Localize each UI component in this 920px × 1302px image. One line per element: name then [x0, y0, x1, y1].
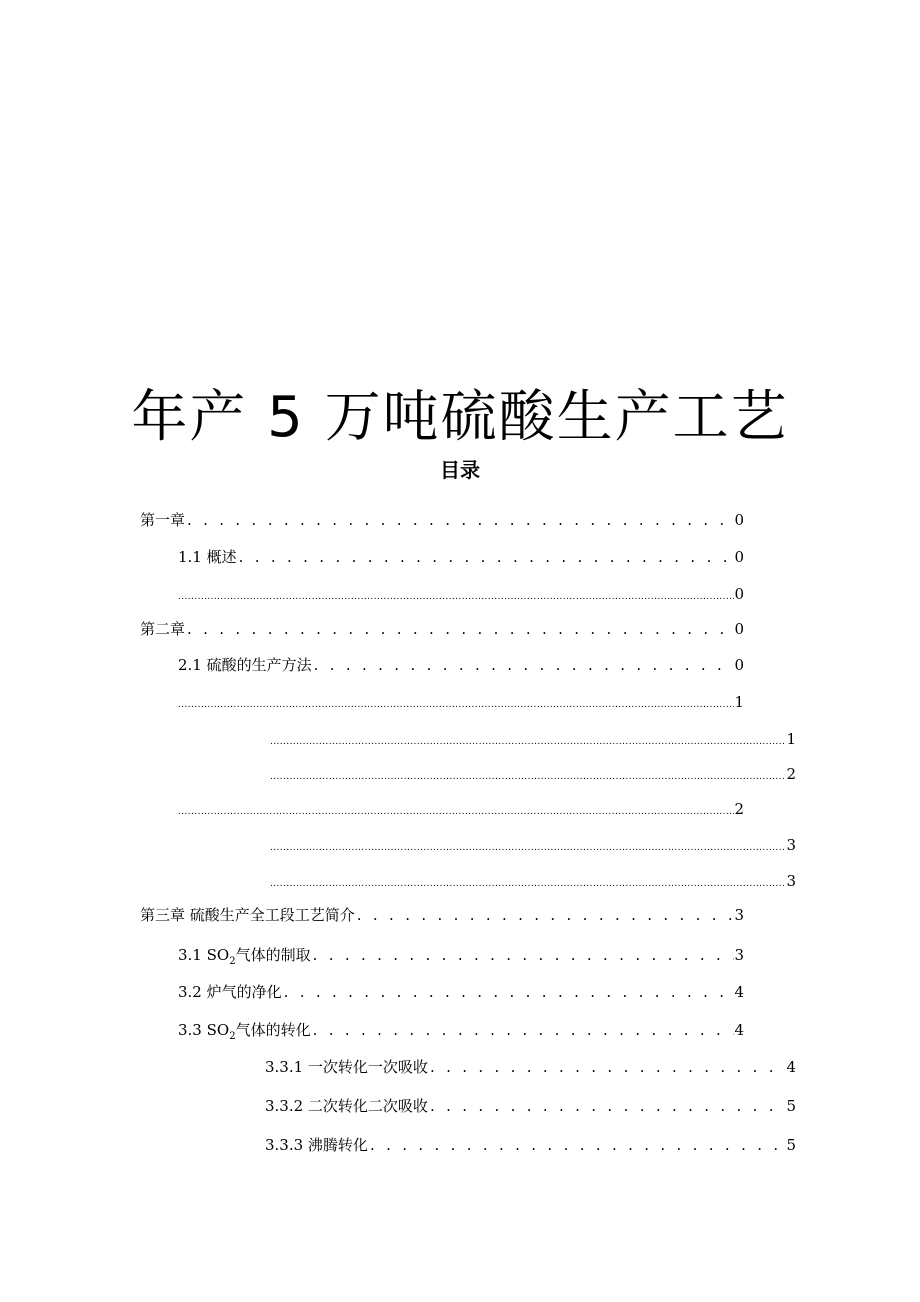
toc-entry-blank[interactable]: [270, 762, 796, 786]
toc-page-number: 3: [786, 872, 796, 890]
subscript: 2: [229, 956, 236, 967]
toc-label: 3.3.1 一次转化一次吸收: [265, 1058, 428, 1076]
toc-page-number: 0: [734, 585, 744, 603]
toc-page-number: 4: [734, 1021, 744, 1039]
subscript: 2: [229, 1031, 236, 1042]
dot-leader: [368, 1133, 787, 1157]
toc-page-number: 1: [734, 693, 744, 711]
toc-label: 3.3.3 沸腾转化: [265, 1136, 368, 1154]
toc-label-part: 气体的转化: [235, 1021, 311, 1039]
toc-label: [178, 943, 311, 967]
toc-entry-blank[interactable]: [178, 690, 744, 714]
toc-label: 第三章 硫酸生产全工段工艺简介: [140, 906, 355, 924]
toc-entry-chapter-3[interactable]: [140, 903, 744, 927]
dot-leader: [178, 585, 734, 609]
dot-leader: [237, 545, 735, 569]
toc-entry-blank[interactable]: [178, 797, 744, 821]
toc-entry-3-3[interactable]: [178, 1018, 744, 1042]
toc-label: [178, 1018, 311, 1042]
toc-label: 第一章: [140, 511, 186, 529]
toc-page-number: 5: [786, 1136, 796, 1154]
toc-entry-blank[interactable]: [270, 727, 796, 751]
dot-leader: [270, 765, 786, 789]
toc-entry-blank[interactable]: [270, 833, 796, 857]
dot-leader: [311, 1018, 735, 1042]
dot-leader: [312, 653, 735, 677]
toc-entry-blank[interactable]: [270, 869, 796, 893]
toc-entry-blank[interactable]: [178, 582, 744, 606]
dot-leader: [185, 508, 734, 532]
toc-entry-2-1[interactable]: [178, 653, 744, 677]
toc-page-number: 2: [786, 765, 796, 783]
dot-leader: [311, 943, 735, 967]
toc-label: 2.1 硫酸的生产方法: [178, 656, 312, 674]
dot-leader: [178, 800, 734, 824]
dot-leader: [270, 872, 786, 896]
page-title: 年产 5 万吨硫酸生产工艺: [131, 385, 789, 450]
toc-page-number: 3: [734, 946, 744, 964]
dot-leader: [282, 980, 735, 1004]
toc-page-number: 0: [734, 620, 744, 638]
toc-label-part: 气体的制取: [235, 946, 311, 964]
dot-leader: [185, 617, 734, 641]
toc-page-number: 4: [786, 1058, 796, 1076]
toc-entry-3-3-3[interactable]: [265, 1133, 796, 1157]
toc-label-part: 3.3 SO: [178, 1021, 230, 1039]
toc-page-number: 3: [786, 836, 796, 854]
toc-entry-3-1[interactable]: [178, 943, 744, 967]
toc-entry-1-1[interactable]: [178, 545, 744, 569]
toc-page-number: 5: [786, 1097, 796, 1115]
toc-entry-3-3-1[interactable]: [265, 1055, 796, 1079]
dot-leader: [178, 693, 734, 717]
toc-label-part: 3.1 SO: [178, 946, 230, 964]
toc-page-number: 1: [786, 730, 796, 748]
toc-entry-chapter-2[interactable]: [140, 617, 744, 641]
toc-page-number: 3: [734, 906, 744, 924]
dot-leader: [270, 730, 786, 754]
toc-entry-3-2[interactable]: [178, 980, 744, 1004]
toc-page-number: 2: [734, 800, 744, 818]
dot-leader: [428, 1055, 787, 1079]
toc-label: 1.1 概述: [178, 548, 237, 566]
toc-page-number: 0: [734, 656, 744, 674]
toc-page-number: 0: [734, 511, 744, 529]
toc-page-number: 4: [734, 983, 744, 1001]
dot-leader: [428, 1094, 787, 1118]
toc-entry-3-3-2[interactable]: [265, 1094, 796, 1118]
toc-page-number: 0: [734, 548, 744, 566]
dot-leader: [270, 836, 786, 860]
toc-heading: 目录: [440, 458, 480, 482]
toc-label: 第二章: [140, 620, 186, 638]
toc-label: 3.3.2 二次转化二次吸收: [265, 1097, 428, 1115]
dot-leader: [355, 903, 735, 927]
toc-entry-chapter-1[interactable]: [140, 508, 744, 532]
toc-label: 3.2 炉气的净化: [178, 983, 282, 1001]
